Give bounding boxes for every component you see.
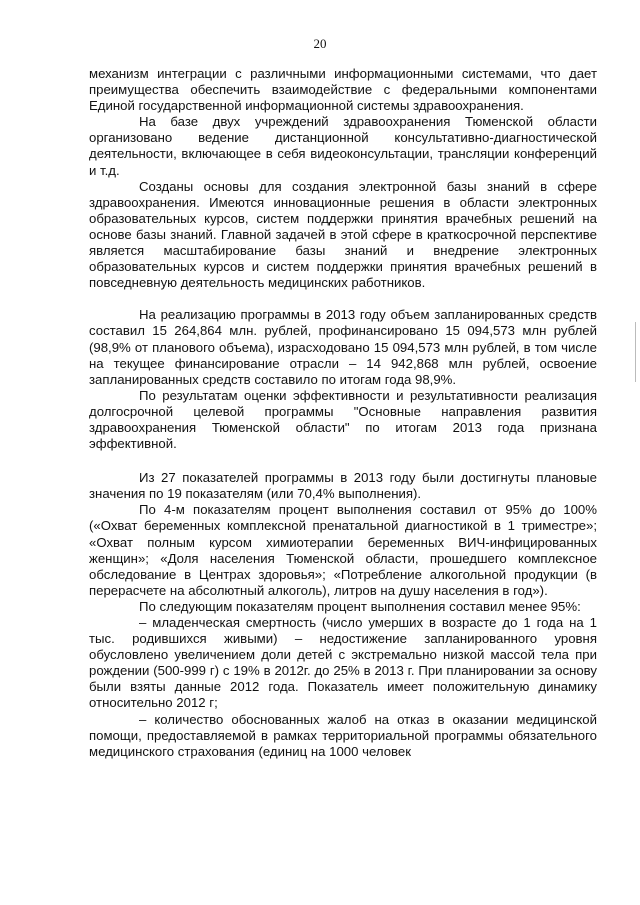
paragraph-integration: механизм интеграции с различными информационными системами, что дает преимущества обеспечить взаимодействие с федеральными компонентами Единой государственной информационной системы здравоохранения.: [89, 66, 597, 114]
paragraph-financing: На реализацию программы в 2013 году объем запланированных средств составил 15 264,864 млн. рублей, профинансировано 15 094,573 млн рублей (98,9% от планового объема), израсходовано 15 094,573 млн рублей, в том числе на текущее финансирование отрасли – 14 942,868 млн рублей, освоение запланированных средств составило по итогам года 98,9%.: [89, 307, 597, 387]
paragraph-efficiency: По результатам оценки эффективности и результативности реализация долгосрочной целевой программы "Основные направления развития здравоохранения Тюменской области" по итогам 2013 года признана эффективной.: [89, 387, 597, 452]
paragraph-indicators-95-100: По 4-м показателям процент выполнения составил от 95% до 100% («Охват беременных комплексной пренатальной диагностикой в 1 триместре»; «Охват полным курсом химиотерапии беременных ВИЧ-инфицированных женщин»; «Доля населения Тюменской области, прошедшего комплексное обследование в Центрах здоровья»; «Потребление алкогольной продукции (в перерасчете на абсолютный алкоголь), литров на душу населения в год»).: [89, 502, 597, 598]
list-item-infant-mortality: – младенческая смертность (число умерших в возрасте до 1 года на 1 тыс. родившихся живыми) – недостижение запланированного уровня обусловлено увеличением доли детей с экстремально низкой массой тела при рождении (500-999 г) с 19% в 2012г. до 25% в 2013 г. При планировании за основу были взяты данные 2012 года. Показатель имеет положительную динамику относительно 2012 г;: [89, 615, 597, 711]
list-item-complaints: – количество обоснованных жалоб на отказ в оказании медицинской помощи, предоставляемой в рамках территориальной программы обязательного медицинского страхования (единиц на 1000 человек: [89, 711, 597, 759]
paragraph-indicators-total: Из 27 показателей программы в 2013 году были достигнуты плановые значения по 19 показателям (или 70,4% выполнения).: [89, 470, 597, 502]
document-body: [89, 66, 597, 760]
scan-edge-mark: [635, 322, 636, 382]
paragraph-indicators-below-95: По следующим показателям процент выполнения составил менее 95%:: [139, 598, 581, 614]
paragraph-knowledge-base: Созданы основы для создания электронной базы знаний в сфере здравоохранения. Имеются инновационные решения в области электронных образовательных курсов, систем поддержки принятия врачебных решений на основе базы знаний. Главной задачей в этой сфере в краткосрочной перспективе является масштабирование базы знаний и внедрение электронных образовательных курсов и систем поддержки принятия врачебных решений в повседневную деятельность медицинских работников.: [89, 178, 597, 291]
paragraph-telemedicine: На базе двух учреждений здравоохранения Тюменской области организовано ведение дистанционной консультативно-диагностической деятельности, включающее в себя видеоконсультации, трансляции конференций и т.д.: [89, 114, 597, 178]
page-number: 20: [313, 36, 327, 51]
